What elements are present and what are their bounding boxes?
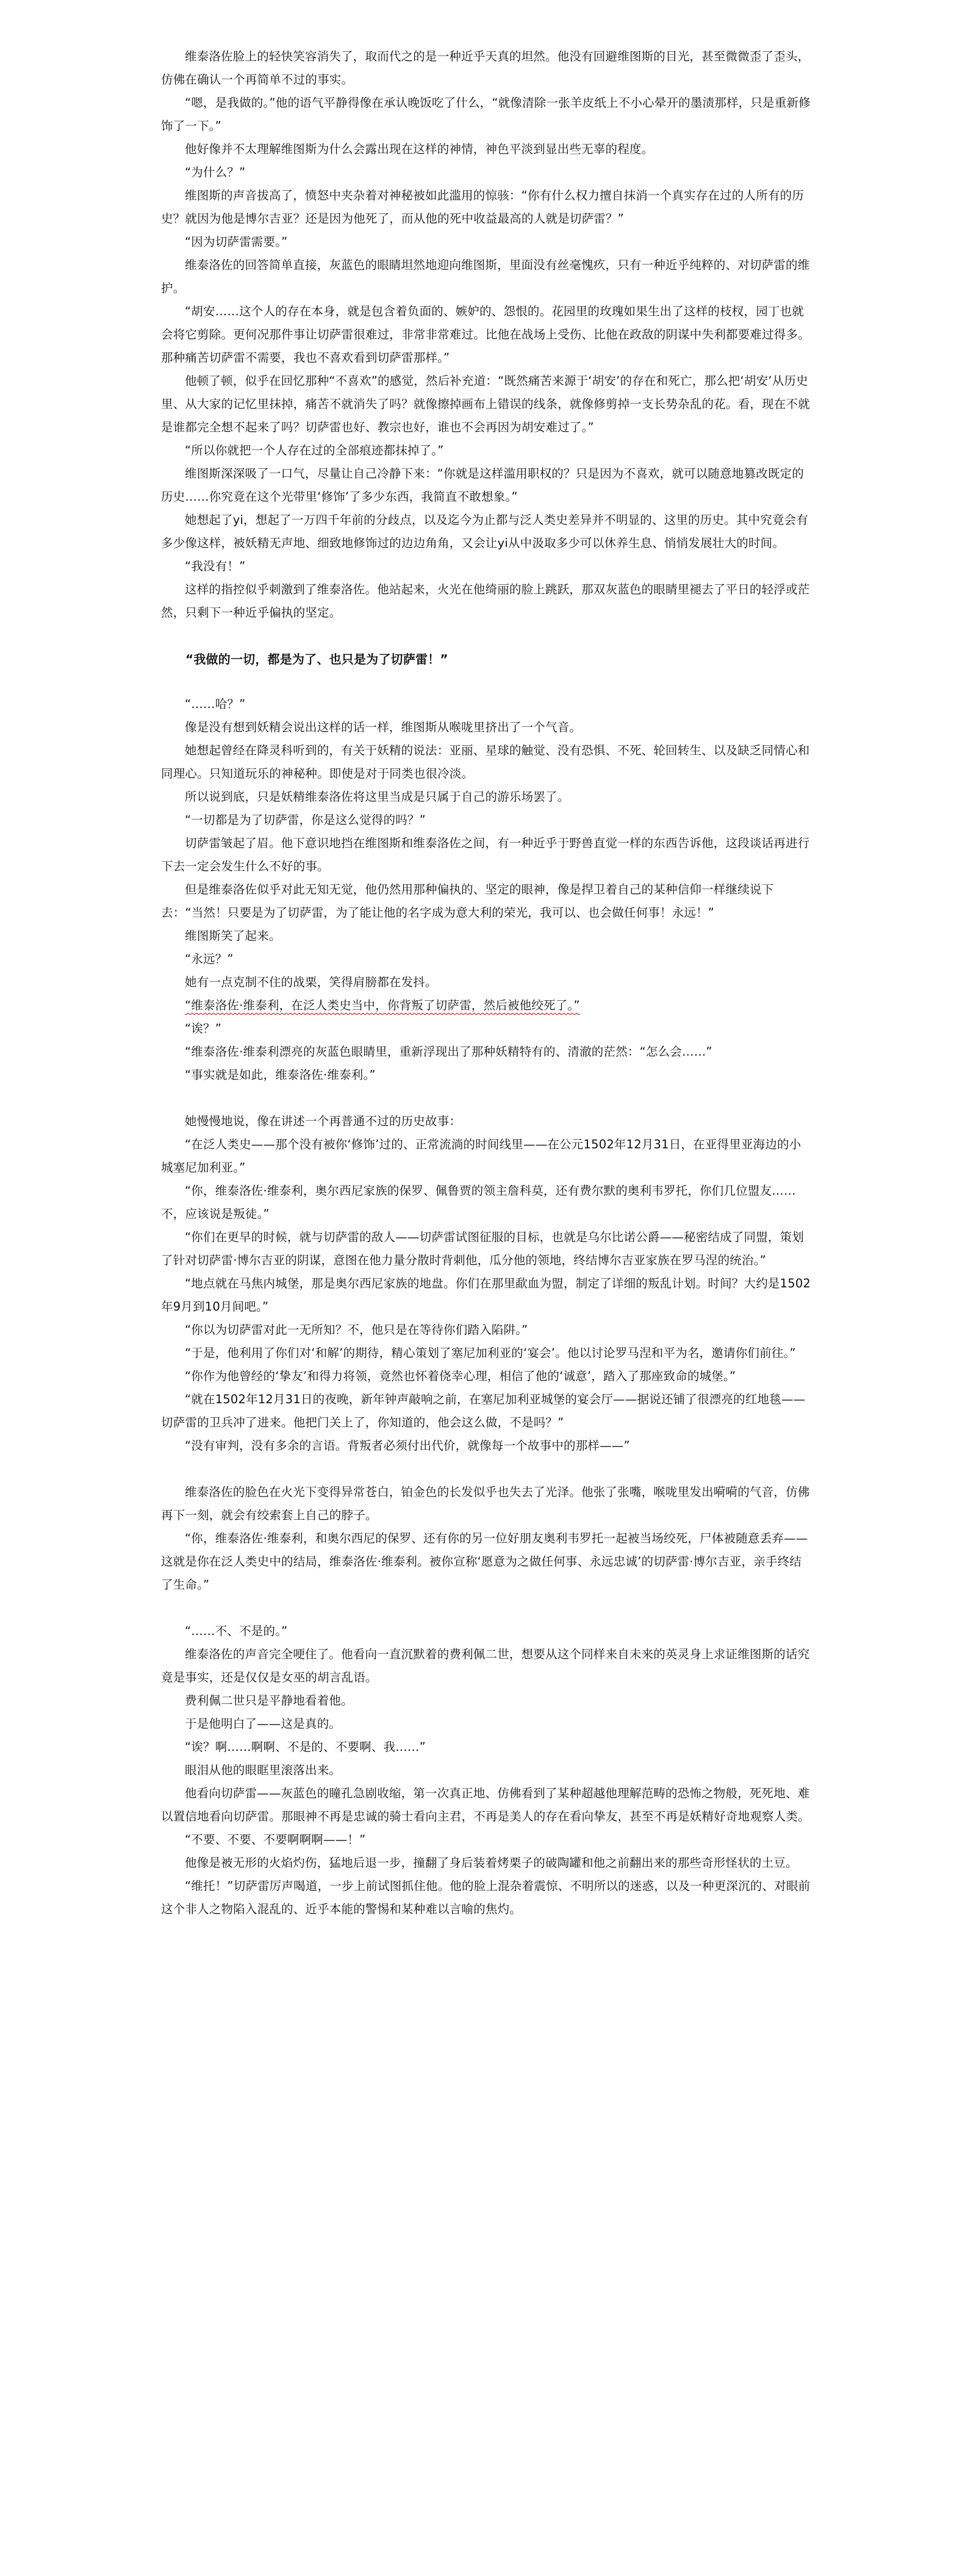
emphasis-line: “我做的一切，都是为了、也只是为了切萨雷！” <box>185 652 448 667</box>
paragraph: “嗯，是我做的。”他的语气平静得像在承认晚饭吃了什么，“就像清除一张羊皮纸上不小心晕开的墨渍那样，只是重新修饰了一下。” <box>161 96 811 133</box>
paragraph: 切萨雷皱起了眉。他下意识地挡在维图斯和维泰洛佐之间，有一种近乎于野兽直觉一样的东西告诉他，这段谈话再进行下去一定会发生什么不好的事。 <box>161 836 810 873</box>
paragraph: 他看向切萨雷——灰蓝色的瞳孔急剧收缩，第一次真正地、仿佛看到了某种超越他理解范畴的恐怖之物般，死死地、难以置信地看向切萨雷。那眼神不再是忠诚的骑士看向主君，不再是美人的存在看向挚友，甚至不再是妖精好奇地观察人类。 <box>161 1786 810 1823</box>
paragraph: 她有一点克制不住的战栗，笑得肩膀都在发抖。 <box>185 975 437 989</box>
paragraph: “你作为他曾经的‘挚友’和得力将领，竟然也怀着侥幸心理，相信了他的‘诚意’，踏入了那座致命的城堡。” <box>185 1369 736 1383</box>
paragraph: “你，维泰洛佐·维泰利，和奥尔西尼的保罗、还有你的另一位好朋友奥利韦罗托一起被当场绞死，尸体被随意丢弃——这就是你在泛人类史中的结局，维泰洛佐·维泰利。被你宣称‘愿意为之做任何事、永远忠诚’的切萨雷·博尔吉亚，亲手终结了生命。” <box>161 1531 808 1592</box>
paragraph: 维泰洛佐的声音完全哽住了。他看向一直沉默着的费利佩二世，想要从这个同样来自未来的英灵身上求证维图斯的话究竟是事实，还是仅仅是女巫的胡言乱语。 <box>161 1647 810 1684</box>
spellcheck-underlined-text: “维泰洛佐·维泰利，在泛人类史当中，你背叛了切萨雷，然后被他绞死了。” <box>185 998 580 1012</box>
paragraph: “就在1502年12月31日的夜晚，新年钟声敲响之前，在塞尼加利亚城堡的宴会厅——据说还铺了很漂亮的红地毯——切萨雷的卫兵冲了进来。他把门关上了，你知道的，他会这么做，不是吗？” <box>161 1392 806 1429</box>
paragraph: 但是维泰洛佐似乎对此无知无觉，他仍然用那种偏执的、坚定的眼神，像是捍卫着自己的某种信仰一样继续说下去：“当然！只要是为了切萨雷，为了能让他的名字成为意大利的荣光，我可以、也会做任何事！永远！” <box>161 882 774 920</box>
paragraph: “为什么？” <box>185 165 246 179</box>
paragraph: “永远？” <box>185 952 234 966</box>
paragraph: 维泰洛佐脸上的轻快笑容消失了，取而代之的是一种近乎天真的坦然。他没有回避维图斯的目光，甚至微微歪了歪头，仿佛在确认一个再简单不过的事实。 <box>161 49 810 87</box>
paragraph: “维泰洛佐·维泰利漂亮的灰蓝色眼睛里，重新浮现出了那种妖精特有的、清澈的茫然：“怎么会……” <box>185 1045 712 1059</box>
paragraph: “胡安……这个人的存在本身，就是包含着负面的、嫉妒的、怨恨的。花园里的玫瑰如果生出了这样的枝杈，园丁也就会将它剪除。更何况那件事让切萨雷很难过，非常非常难过。比他在战场上受伤、比他在政敌的阴谋中失利都要难过得多。那种痛苦切萨雷不需要，我也不喜欢看到切萨雷那样。” <box>161 304 810 365</box>
paragraph: “事实就是如此，维泰洛佐·维泰利。” <box>185 1068 376 1082</box>
paragraph: “不要、不要、不要啊啊啊——！” <box>185 1833 366 1847</box>
paragraph: 所以说到底，只是妖精维泰洛佐将这里当成是只属于自己的游乐场罢了。 <box>185 790 570 804</box>
paragraph: “因为切萨雷需要。” <box>185 235 288 249</box>
paragraph: “我没有！” <box>185 559 246 573</box>
paragraph: “……哈？” <box>185 697 246 711</box>
paragraph: 这样的指控似乎刺激到了维泰洛佐。他站起来，火光在他绮丽的脸上跳跃，那双灰蓝色的眼睛里褪去了平日的轻浮或茫然，只剩下一种近乎偏执的坚定。 <box>161 582 810 620</box>
paragraph: “……不、不是的。” <box>185 1624 288 1638</box>
paragraph: 眼泪从他的眼眶里滚落出来。 <box>185 1763 342 1777</box>
paragraph: “一切都是为了切萨雷，你是这么觉得的吗？” <box>185 813 426 827</box>
paragraph <box>161 994 811 1017</box>
paragraph: 她想起了yi，想起了一万四千年前的分歧点，以及迄今为止都与泛人类史差异并不明显的、这里的历史。其中究竟会有多少像这样，被妖精无声地、细致地修饰过的边边角角，又会让yi从中汲取多少可以休养生息、悄悄发展壮大的时间。 <box>161 513 809 550</box>
paragraph: 维泰洛佐的回答简单直接，灰蓝色的眼睛坦然地迎向维图斯，里面没有丝毫愧疚，只有一种近乎纯粹的、对切萨雷的维护。 <box>161 258 810 295</box>
paragraph: “在泛人类史——那个没有被你‘修饰’过的、正常流淌的时间线里——在公元1502年12月31日，在亚得里亚海边的小城塞尼加利亚。” <box>161 1137 801 1175</box>
paragraph: “维托！”切萨雷厉声喝道，一步上前试图抓住他。他的脸上混杂着震惊、不明所以的迷惑，以及一种更深沉的、对眼前这个非人之物陷入混乱的、近乎本能的警惕和某种难以言喻的焦灼。 <box>161 1879 811 1916</box>
paragraph: 他像是被无形的火焰灼伤，猛地后退一步，撞翻了身后装着烤栗子的破陶罐和他之前翻出来的那些奇形怪状的土豆。 <box>185 1856 798 1870</box>
paragraph: 他好像并不太理解维图斯为什么会露出现在这样的神情，神色平淡到显出些无辜的程度。 <box>185 142 654 156</box>
paragraph: 费利佩二世只是平静地看着他。 <box>185 1694 353 1708</box>
paragraph: 像是没有想到妖精会说出这样的话一样，维图斯从喉咙里挤出了一个气音。 <box>185 720 582 734</box>
paragraph: “你，维泰洛佐·维泰利，奥尔西尼家族的保罗、佩鲁贾的领主詹科莫，还有费尔默的奥利韦罗托，你们几位盟友……不，应该说是叛徒。” <box>161 1184 796 1221</box>
paragraph: 维图斯深深吸了一口气，尽量让自己冷静下来：“你就是这样滥用职权的？只是因为不喜欢，就可以随意地篡改既定的历史……你究竟在这个光带里‘修饰’了多少东西，我简直不敢想象。” <box>161 467 805 504</box>
paragraph: “诶？啊……啊啊、不是的、不要啊、我……” <box>185 1740 426 1754</box>
paragraph: “所以你就把一个人存在过的全部痕迹都抹掉了。” <box>185 443 444 457</box>
paragraph: 于是他明白了——这是真的。 <box>185 1717 342 1731</box>
paragraph: 维泰洛佐的脸色在火光下变得异常苍白，铂金色的长发似乎也失去了光泽。他张了张嘴，喉咙里发出嗬嗬的气音，仿佛再下一刻，就会有绞索套上自己的脖子。 <box>161 1485 810 1522</box>
paragraph: 她想起曾经在降灵科听到的，有关于妖精的说法：亚丽、星球的触觉、没有恐惧、不死、轮回转生、以及缺乏同情心和同理心。只知道玩乐的神秘种。即使是对于同类也很冷淡。 <box>161 743 810 781</box>
paragraph: 她慢慢地说，像在讲述一个再普通不过的历史故事： <box>185 1114 462 1128</box>
paragraph: 维图斯的声音拔高了，愤怒中夹杂着对神秘被如此滥用的惊骇：“你有什么权力擅自抹消一个真实存在过的人所有的历史？就因为他是博尔吉亚？还是因为他死了，而从他的死中收益最高的人就是切萨雷？” <box>161 188 805 226</box>
paragraph: “你以为切萨雷对此一无所知？不，他只是在等待你们踏入陷阱。” <box>185 1323 528 1337</box>
paragraph: “没有审判，没有多余的言语。背叛者必须付出代价，就像每一个故事中的那样——” <box>185 1439 630 1453</box>
paragraph: 维图斯笑了起来。 <box>185 929 281 943</box>
paragraph: “于是，他利用了你们对‘和解’的期待，精心策划了塞尼加利亚的‘宴会’。他以讨论罗马涅和平为名，邀请你们前往。” <box>185 1346 796 1360</box>
paragraph: “诶？” <box>185 1021 222 1036</box>
document-body <box>161 45 811 1921</box>
paragraph: “你们在更早的时候，就与切萨雷的敌人——切萨雷试图征服的目标，也就是乌尔比诺公爵——秘密结成了同盟，策划了针对切萨雷·博尔吉亚的阴谋，意图在他力量分散时背刺他，瓜分他的领地，终结博尔吉亚家族在罗马涅的统治。” <box>161 1230 805 1267</box>
paragraph: 他顿了顿，似乎在回忆那种“不喜欢”的感觉，然后补充道：“既然痛苦来源于‘胡安’的存在和死亡，那么把‘胡安’从历史里、从大家的记忆里抹掉，痛苦不就消失了吗？就像擦掉画布上错误的线条，就像修剪掉一支长势杂乱的花。看，现在不就是谁都完全想不起来了吗？切萨雷也好、教宗也好，谁也不会再因为胡安难过了。” <box>161 374 810 434</box>
paragraph: “地点就在马焦内城堡，那是奥尔西尼家族的地盘。你们在那里歃血为盟，制定了详细的叛乱计划。时间？大约是1502年9月到10月间吧。” <box>161 1276 811 1314</box>
